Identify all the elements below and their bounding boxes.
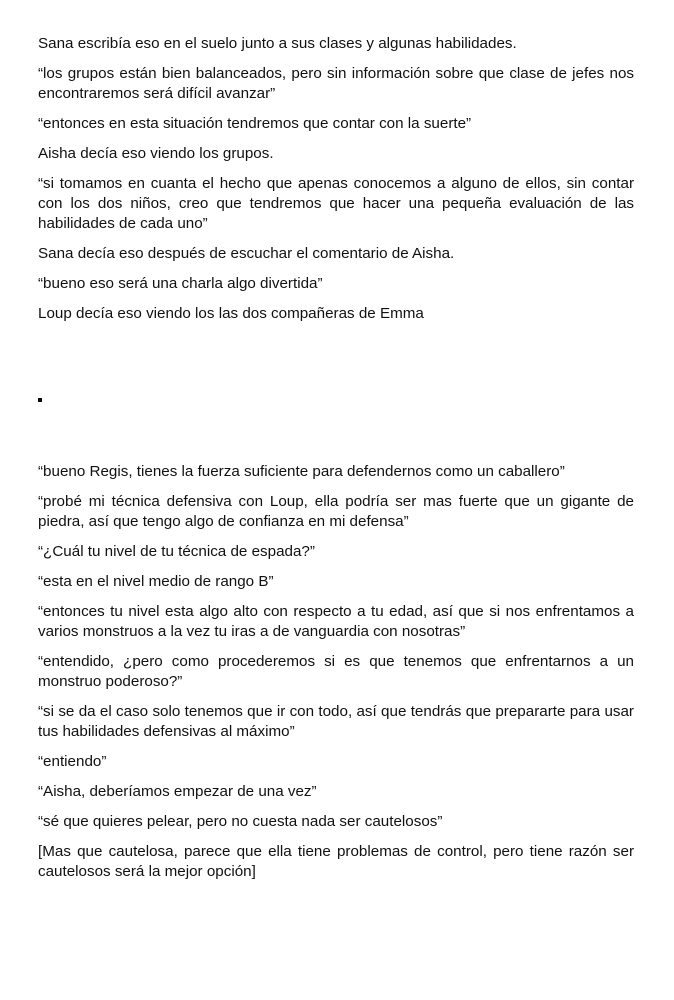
section-2 xyxy=(38,462,634,882)
paragraph: Sana decía eso después de escuchar el comentario de Aisha. xyxy=(38,245,455,262)
paragraph: “si tomamos en cuanta el hecho que apenas conocemos a alguno de ellos, sin contar con los dos niños, creo que tendremos que hacer una pequeña evaluación de las habilidades de cada uno” xyxy=(38,175,634,232)
paragraph: “Aisha, deberíamos empezar de una vez” xyxy=(38,783,317,800)
paragraph: “¿Cuál tu nivel de tu técnica de espada?” xyxy=(38,543,315,560)
paragraph: “probé mi técnica defensiva con Loup, ella podría ser mas fuerte que un gigante de piedra, así que tengo algo de confianza en mi defensa” xyxy=(38,493,634,530)
paragraph: Sana escribía eso en el suelo junto a sus clases y algunas habilidades. xyxy=(38,35,517,52)
paragraph: “esta en el nivel medio de rango B” xyxy=(38,573,274,590)
paragraph: “los grupos están bien balanceados, pero sin información sobre que clase de jefes nos encontraremos será difícil avanzar” xyxy=(38,65,634,102)
paragraph: Aisha decía eso viendo los grupos. xyxy=(38,145,274,162)
paragraph: “entonces en esta situación tendremos que contar con la suerte” xyxy=(38,115,472,132)
separator-dot xyxy=(38,398,42,402)
paragraph: “entendido, ¿pero como procederemos si es que tenemos que enfrentarnos a un monstruo poderoso?” xyxy=(38,653,634,690)
document-page xyxy=(38,34,634,892)
paragraph: “si se da el caso solo tenemos que ir con todo, así que tendrás que prepararte para usar tus habilidades defensivas al máximo” xyxy=(38,703,634,740)
section-1 xyxy=(38,34,634,324)
paragraph: [Mas que cautelosa, parece que ella tiene problemas de control, pero tiene razón ser cautelosos será la mejor opción] xyxy=(38,843,634,880)
section-separator xyxy=(38,334,634,404)
paragraph: “entiendo” xyxy=(38,753,107,770)
paragraph: “sé que quieres pelear, pero no cuesta nada ser cautelosos” xyxy=(38,813,443,830)
paragraph: “bueno eso será una charla algo divertida” xyxy=(38,275,323,292)
paragraph: Loup decía eso viendo los las dos compañeras de Emma xyxy=(38,305,424,322)
paragraph: “entonces tu nivel esta algo alto con respecto a tu edad, así que si nos enfrentamos a varios monstruos a la vez tu iras a de vanguardia con nosotras” xyxy=(38,603,634,640)
paragraph: “bueno Regis, tienes la fuerza suficiente para defendernos como un caballero” xyxy=(38,463,565,480)
